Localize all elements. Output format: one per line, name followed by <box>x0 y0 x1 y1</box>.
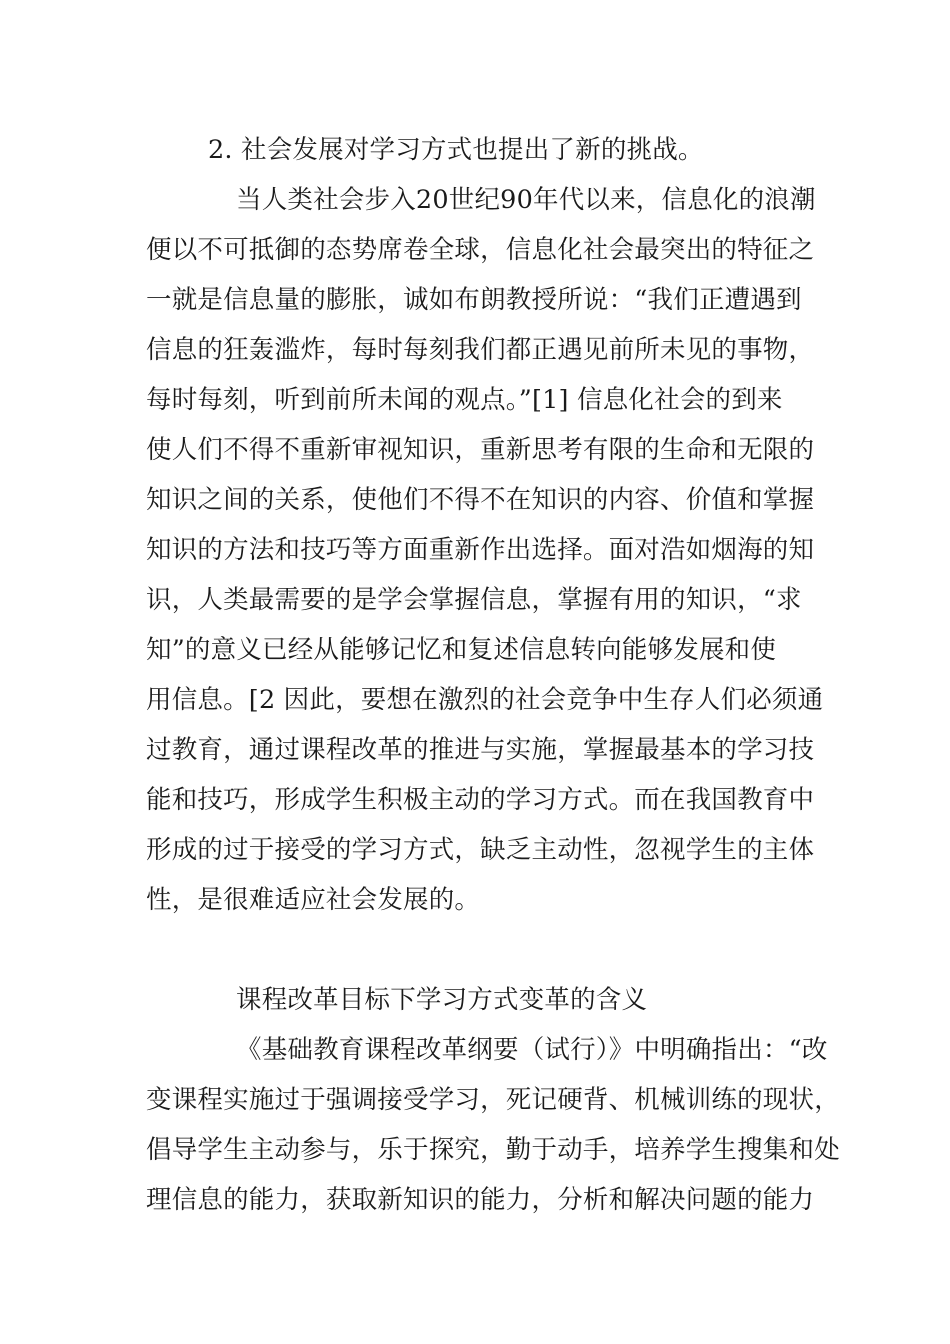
paragraph-line: 识，人类最需要的是学会掌握信息，掌握有用的知识，“求 <box>146 585 802 615</box>
paragraph-line: 用信息。[2 因此，要想在激烈的社会竞争中生存人们必须通 <box>146 685 824 715</box>
paragraph-line: 知”的意义已经从能够记忆和复述信息转向能够发展和使 <box>146 635 777 665</box>
section-heading: 2. 社会发展对学习方式也提出了新的挑战。 <box>208 135 704 165</box>
paragraph-line: 一就是信息量的膨胀，诚如布朗教授所说：“我们正遭遇到 <box>146 285 802 315</box>
paragraph-line: 便以不可抵御的态势席卷全球，信息化社会最突出的特征之 <box>146 235 815 265</box>
paragraph-line: 过教育，通过课程改革的推进与实施，掌握最基本的学习技 <box>146 735 815 765</box>
paragraph-line: 形成的过于接受的学习方式，缺乏主动性，忽视学生的主体 <box>146 835 815 865</box>
paragraph-line: 使人们不得不重新审视知识，重新思考有限的生命和无限的 <box>146 435 815 465</box>
paragraph-line: 知识之间的关系，使他们不得不在知识的内容、价值和掌握 <box>146 485 815 515</box>
paragraph-line: 变课程实施过于强调接受学习，死记硬背、机械训练的现状， <box>146 1085 840 1115</box>
paragraph-line: 当人类社会步入20世纪90年代以来，信息化的浪潮 <box>236 185 816 215</box>
paragraph-line: 倡导学生主动参与，乐于探究，勤于动手，培养学生搜集和处 <box>146 1135 840 1165</box>
section-heading: 课程改革目标下学习方式变革的含义 <box>236 985 648 1015</box>
paragraph-line: 《基础教育课程改革纲要（试行）》中明确指出：“改 <box>236 1035 828 1065</box>
paragraph-line: 性，是很难适应社会发展的。 <box>146 885 481 915</box>
paragraph-line: 信息的狂轰滥炸，每时每刻我们都正遇见前所未见的事物， <box>146 335 815 365</box>
paragraph-line: 知识的方法和技巧等方面重新作出选择。面对浩如烟海的知 <box>146 535 815 565</box>
paragraph-line: 每时每刻，听到前所未闻的观点。”[1] 信息化社会的到来 <box>146 385 783 415</box>
paragraph-line: 理信息的能力，获取新知识的能力，分析和解决问题的能力 <box>146 1185 815 1215</box>
paragraph-line: 能和技巧，形成学生积极主动的学习方式。而在我国教育中 <box>146 785 815 815</box>
